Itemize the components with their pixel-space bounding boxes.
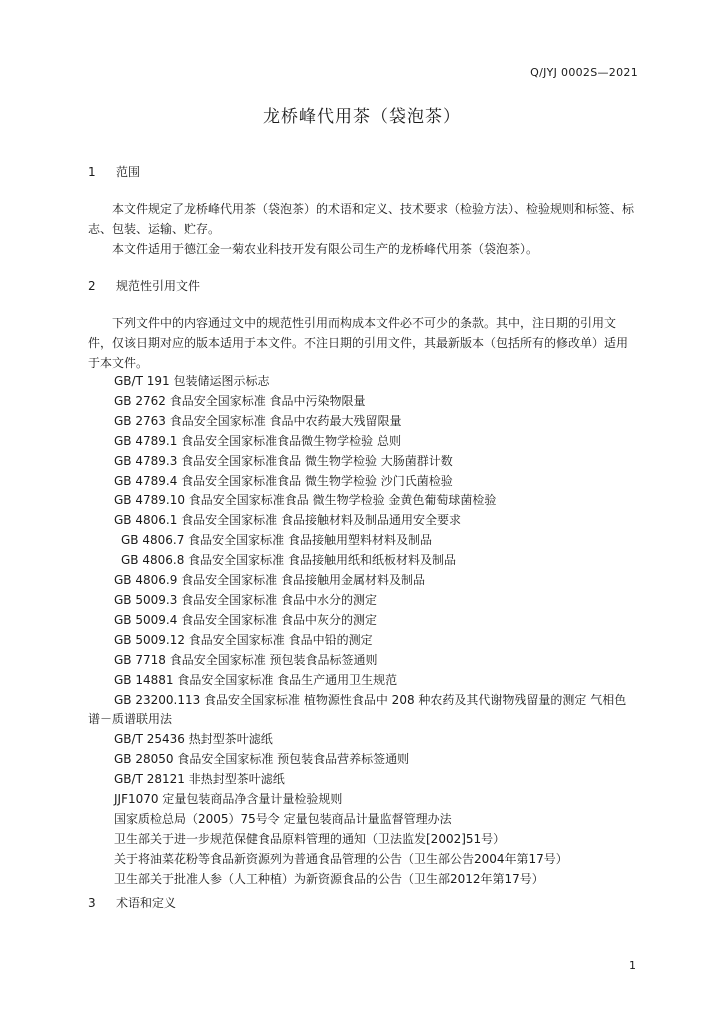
reference-item: GB 5009.3 食品安全国家标准 食品中水分的测定	[114, 592, 377, 607]
reference-item: GB 4789.10 食品安全国家标准食品 微生物学检验 金黄色葡萄球菌检验	[114, 493, 497, 508]
reference-item: GB 23200.113 食品安全国家标准 植物源性食品中 208 种农药及其代谢物残留量的测定 气相色谱－质谱联用法	[88, 692, 627, 727]
reference-item: GB 4806.8 食品安全国家标准 食品接触用纸和纸板材料及制品	[121, 553, 456, 568]
scope-paragraph-2: 本文件适用于德江金一菊农业科技开发有限公司生产的龙桥峰代用茶（袋泡茶）。	[112, 242, 539, 256]
standard-code: Q/JYJ 0002S—2021	[530, 66, 638, 79]
reference-item: GB 4806.7 食品安全国家标准 食品接触用塑料材料及制品	[121, 533, 432, 548]
reference-item: GB 28050 食品安全国家标准 预包装食品营养标签通则	[114, 752, 410, 767]
document-title: 龙桥峰代用茶（袋泡茶）	[263, 107, 461, 127]
reference-item: GB 4789.3 食品安全国家标准食品 微生物学检验 大肠菌群计数	[114, 453, 453, 468]
normative-intro-paragraph: 下列文件中的内容通过文中的规范性引用而构成本文件必不可少的条款。其中，注日期的引用文件，仅该日期对应的版本适用于本文件。不注日期的引用文件，其最新版本（包括所有的修改单）适用于本文件。	[88, 316, 629, 370]
section-title: 范围	[116, 165, 141, 179]
section-number: 1	[88, 165, 96, 179]
reference-item: GB 14881 食品安全国家标准 食品生产通用卫生规范	[114, 672, 398, 687]
section-title: 术语和定义	[116, 896, 177, 910]
section-number: 3	[88, 896, 96, 910]
reference-item: GB 2763 食品安全国家标准 食品中农药最大残留限量	[114, 413, 402, 428]
reference-item: 卫生部关于进一步规范保健食品原料管理的通知（卫法监发[2002]51号）	[114, 831, 506, 846]
reference-item: GB/T 25436 热封型茶叶滤纸	[114, 732, 273, 747]
reference-item: GB 5009.4 食品安全国家标准 食品中灰分的测定	[114, 612, 377, 627]
reference-item: GB/T 191 包装储运图示标志	[114, 374, 270, 388]
reference-list	[88, 372, 636, 890]
reference-item: JJF1070 定量包装商品净含量计量检验规则	[114, 792, 343, 807]
section-title: 规范性引用文件	[116, 279, 201, 293]
reference-item: GB 2762 食品安全国家标准 食品中污染物限量	[114, 393, 366, 408]
reference-item: GB 7718 食品安全国家标准 预包装食品标签通则	[114, 652, 378, 667]
reference-item: GB 4806.1 食品安全国家标准 食品接触材料及制品通用安全要求	[114, 513, 461, 528]
reference-item: GB 5009.12 食品安全国家标准 食品中铅的测定	[114, 632, 373, 647]
section-number: 2	[88, 279, 96, 293]
reference-item: 国家质检总局（2005）75号令 定量包装商品计量监督管理办法	[114, 811, 452, 826]
section-1-heading	[88, 163, 140, 180]
reference-item: 关于将油菜花粉等食品新资源列为普通食品管理的公告（卫生部公告2004年第17号）	[114, 851, 568, 866]
scope-paragraph-1: 本文件规定了龙桥峰代用茶（袋泡茶）的术语和定义、技术要求（检验方法）、检验规则和标签、标志、包装、运输、贮存。	[88, 202, 635, 236]
section-3-heading	[88, 894, 176, 911]
reference-item: GB/T 28121 非热封型茶叶滤纸	[114, 772, 285, 787]
page-number: 1	[629, 959, 636, 972]
reference-item: GB 4789.4 食品安全国家标准食品 微生物学检验 沙门氏菌检验	[114, 473, 453, 488]
reference-item: 卫生部关于批准人参（人工种植）为新资源食品的公告（卫生部2012年第17号）	[114, 871, 544, 886]
reference-item: GB 4789.1 食品安全国家标准食品微生物学检验 总则	[114, 433, 401, 448]
reference-item: GB 4806.9 食品安全国家标准 食品接触用金属材料及制品	[114, 573, 425, 588]
section-2-heading	[88, 277, 200, 294]
